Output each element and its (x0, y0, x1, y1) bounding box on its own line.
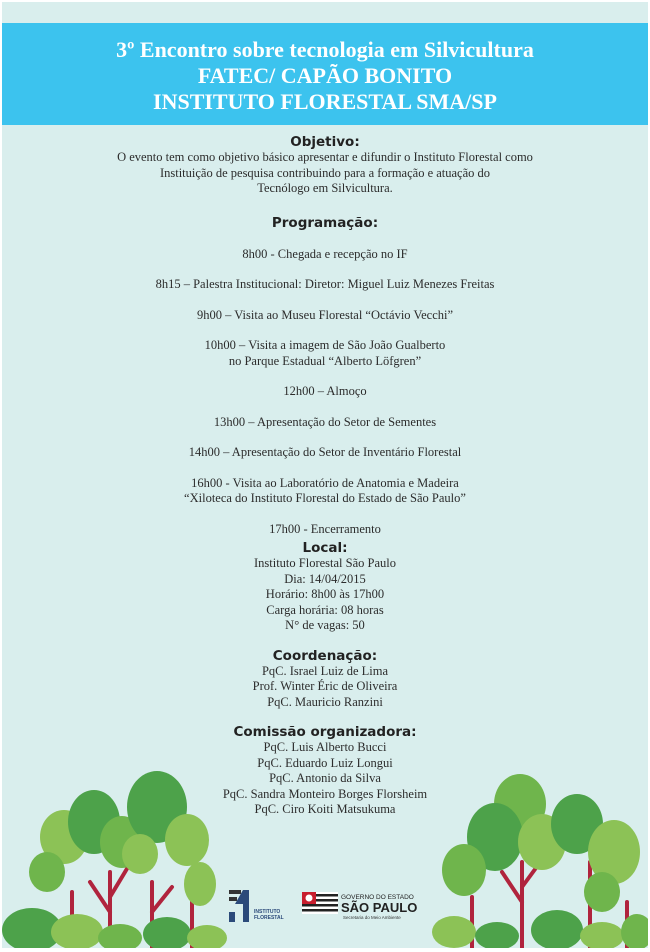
schedule-item (2, 338, 648, 369)
local-heading: Local: (302, 540, 348, 556)
sp-flag-icon (302, 892, 338, 914)
schedule-item (2, 445, 648, 461)
schedule-line: 8h00 - Chegada e recepção no IF (242, 246, 408, 261)
schedule-item (2, 522, 648, 538)
local-line: Dia: 14/04/2015 (284, 571, 366, 586)
schedule-line: 10h00 – Visita a imagem de São João Gualberto (204, 338, 446, 352)
coordenacao-section (2, 648, 648, 711)
event-title: 3º Encontro sobre tecnologia em Silvicultura (116, 37, 534, 62)
if-logo-text-2: FLORESTAL (254, 915, 284, 921)
schedule-item (2, 277, 648, 293)
poster-content (2, 134, 648, 818)
coordenacao-list (2, 664, 648, 711)
schedule-line: 17h00 - Encerramento (269, 521, 381, 536)
coordenacao-heading: Coordenação: (272, 647, 378, 664)
schedule-line: “Xiloteca do Instituto Florestal do Estado de São Paulo” (184, 491, 466, 505)
schedule-line: 8h15 – Palestra Institucional: Diretor: Miguel Luiz Menezes Freitas (155, 277, 495, 291)
comissao-member: PqC. Ciro Koiti Matsukuma (254, 802, 396, 816)
sao-paulo-text: SÃO PAULO (341, 900, 418, 915)
local-line: Horário: 8h00 às 17h00 (265, 587, 385, 601)
comissao-member: PqC. Antonio da Silva (269, 771, 381, 785)
schedule-line: 16h00 - Visita ao Laboratório de Anatomia e Madeira (191, 475, 459, 490)
header-institute: INSTITUTO FLORESTAL SMA/SP (153, 89, 497, 114)
header-banner (2, 23, 648, 125)
trees-left (2, 771, 227, 948)
objetivo-text (90, 150, 560, 197)
schedule-item (2, 384, 648, 400)
objetivo-line: O evento tem como objetivo básico apresentar e difundir o Instituto Florestal como (117, 150, 533, 164)
objetivo-heading: Objetivo: (290, 134, 360, 150)
governo-text: GOVERNO DO ESTADO (341, 894, 414, 901)
schedule-line: 14h00 – Apresentação do Setor de Inventário Florestal (188, 445, 462, 459)
objetivo-section (2, 134, 648, 197)
local-section (2, 540, 648, 634)
comissao-member: PqC. Eduardo Luiz Longui (257, 755, 393, 770)
if-logo-text-1: INSTITUTO (254, 909, 281, 915)
logos (227, 882, 447, 932)
schedule-line: 12h00 – Almoço (283, 384, 367, 398)
schedule-item (2, 476, 648, 507)
secretaria-text: Secretaria do Meio Ambiente (343, 915, 401, 920)
objetivo-line: Instituição de pesquisa contribuindo para a formação e atuação do (159, 165, 491, 180)
comissao-member: PqC. Sandra Monteiro Borges Florsheim (222, 786, 428, 801)
schedule-line: no Parque Estadual “Alberto Löfgren” (228, 353, 422, 368)
header-fatec: FATEC/ CAPÃO BONITO (197, 63, 453, 88)
programacao-heading: Programação: (271, 214, 379, 231)
governo-sp-logo (302, 892, 417, 920)
comissao-heading: Comissão organizadora: (233, 724, 417, 740)
local-line: N° de vagas: 50 (285, 618, 365, 632)
objetivo-line: Tecnólogo em Silvicultura. (257, 181, 393, 195)
trees-right (432, 774, 648, 948)
local-details (2, 556, 648, 634)
schedule-line: 9h00 – Visita ao Museu Florestal “Octávio Vecchi” (196, 307, 454, 322)
comissao-member: PqC. Luis Alberto Bucci (263, 740, 387, 754)
schedule-item (2, 247, 648, 263)
schedule-item (2, 415, 648, 431)
schedule-item (2, 308, 648, 324)
schedule-line: 13h00 – Apresentação do Setor de Sementes (213, 414, 437, 429)
instituto-florestal-logo (229, 890, 284, 922)
coordenacao-member: PqC. Israel Luiz de Lima (261, 663, 388, 678)
event-poster (2, 2, 648, 948)
coordenacao-member: Prof. Winter Éric de Oliveira (252, 679, 398, 693)
coordenacao-member: PqC. Mauricio Ranzini (267, 694, 383, 709)
programacao-section (2, 215, 648, 538)
schedule-list (2, 247, 648, 538)
local-line: Carga horária: 08 horas (266, 602, 384, 617)
local-line: Instituto Florestal São Paulo (253, 556, 396, 570)
